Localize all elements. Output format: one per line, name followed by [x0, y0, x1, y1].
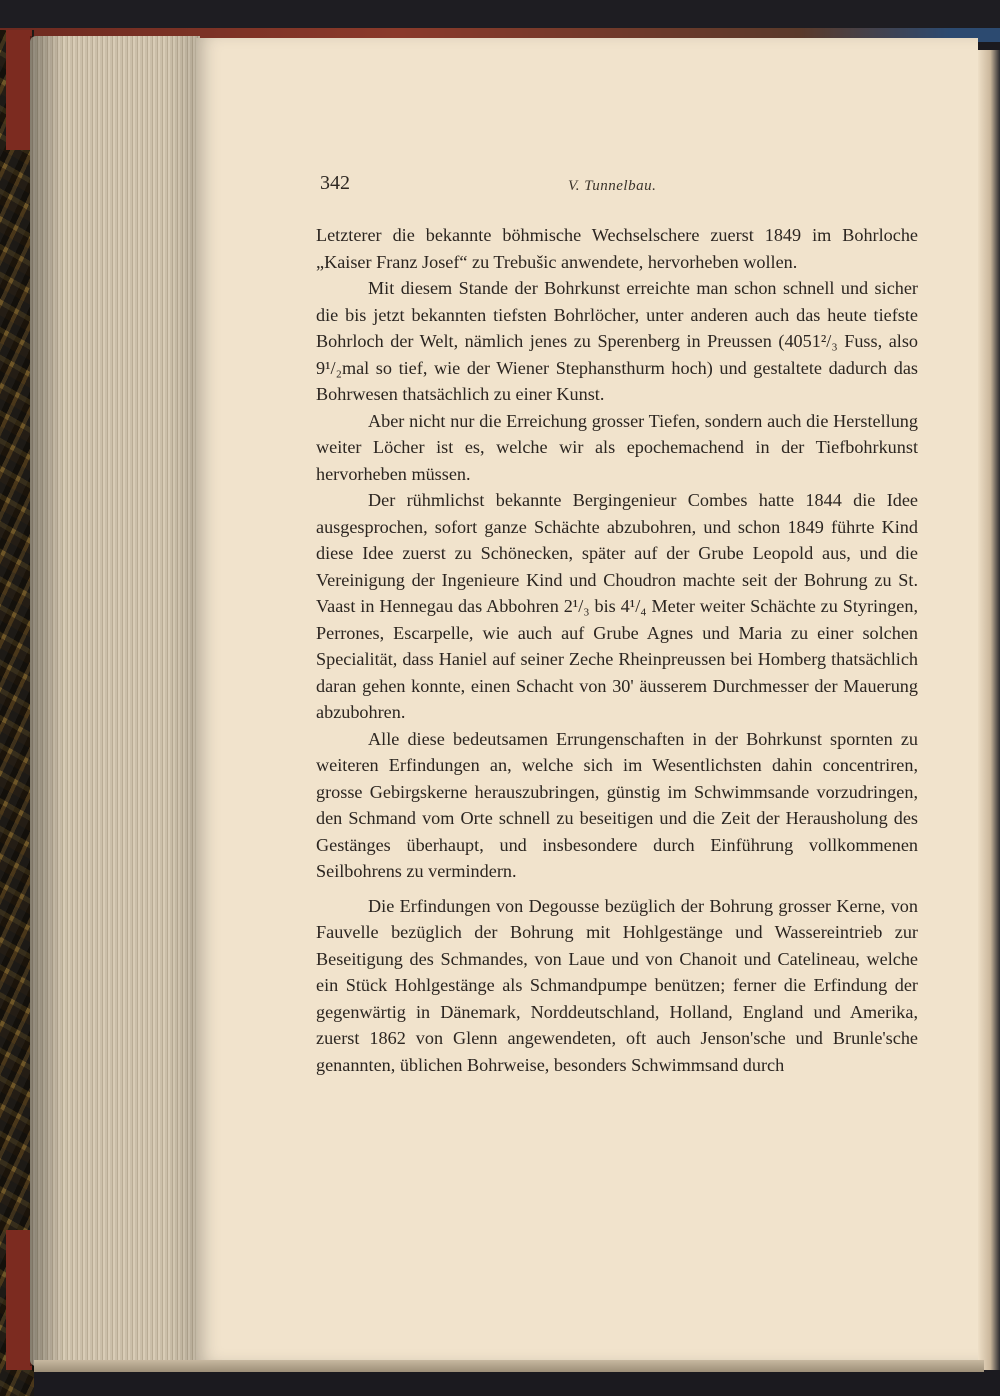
background — [0, 0, 1000, 30]
paragraph: Aber nicht nur die Erreichung grosser Tiefen, sondern auch die Herstellung weiter Löcher ist es, welche wir als epochemachend in der Tiefbohrkunst hervorheben müssen. — [316, 410, 918, 484]
page-number: 342 — [320, 172, 350, 194]
page-stack-bottom — [34, 1360, 984, 1372]
running-head — [320, 172, 910, 202]
paragraph: Mit diesem Stande der Bohrkunst erreichte man schon schnell und sicher die bis jetzt bekannten tiefsten Bohrlöcher, unter anderen auch das heute tiefste Bohrloch der Welt, nämlich jenes zu Sperenberg in Preussen (4051²/₃ Fuss, also 9¹/₂mal so tief, wie der Wiener Stephansthurm hoch) und gestaltete dadurch das Bohrwesen thatsächlich zu einer Kunst. — [316, 278, 918, 404]
cover-corner-bottom — [6, 1230, 32, 1370]
cover-corner-top — [6, 30, 32, 150]
paragraph: Alle diese bedeutsamen Errungenschaften in der Bohrkunst spornten zu weiteren Erfindungen an, welche sich im Wesentlichsten dahin concentriren, grosse Gebirgskerne herauszubringen, günstig im Schwimmsande vorzudringen, den Schmand vom Orte schnell zu beseitigen und die Zeit der Herausholung des Gestänges überhaupt, und insbesondere durch Einführung vollkommenen Seilbohrens zu vermindern. — [316, 728, 918, 881]
marbled-cover — [0, 30, 34, 1396]
paragraph: Die Erfindungen von Degousse bezüglich der Bohrung grosser Kerne, von Fauvelle bezüglich der Bohrung mit Hohlgestänge und Wassereintrieb zur Beseitigung des Schmandes, von Laue und von Chanoit und Catelineau, welche ein Stück Hohlgestänge als Schmandpumpe benützen; ferner die Erfindung der gegenwärtig in Dänemark, Norddeutschland, Holland, England und Amerika, zuerst 1862 von Glenn angewendeten, oft auch Jenson'sche und Brunle'sche genannten, üblichen Bohrweise, besonders Schwimmsand durch — [316, 895, 918, 1075]
body-text — [316, 222, 918, 1078]
chapter-title: V. Tunnelbau. — [568, 178, 657, 194]
page-stack-shade — [30, 36, 200, 1366]
paragraph: Der rühmlichst bekannte Bergingenieur Combes hatte 1844 die Idee ausgesprochen, sofort ganze Schächte abzubohren, und schon 1849 führte Kind diese Idee zuerst zu Schönecken, später auf der Grube Leopold aus, und die Vereinigung der Ingenieure Kind und Choudron machte seit der Bohrung zu St. Vaast in Hennegau das Abbohren 2¹/₃ bis 4¹/₄ Meter weiter Schächte zu Styringen, Perrones, Escarpelle, wie auch auf Grube Agnes und Maria zu einer solchen Specialität, dass Haniel auf seiner Zeche Rheinpreussen bei Homberg thatsächlich daran gehen konnte, einen Schacht von 30' äusserem Durchmesser der Mauerung abzubohren. — [316, 490, 918, 722]
paragraph: Letzterer die bekannte böhmische Wechselschere zuerst 1849 im Bohrloche „Kaiser Franz Josef“ zu Trebušic anwendete, hervorheben wollen. — [316, 225, 918, 272]
